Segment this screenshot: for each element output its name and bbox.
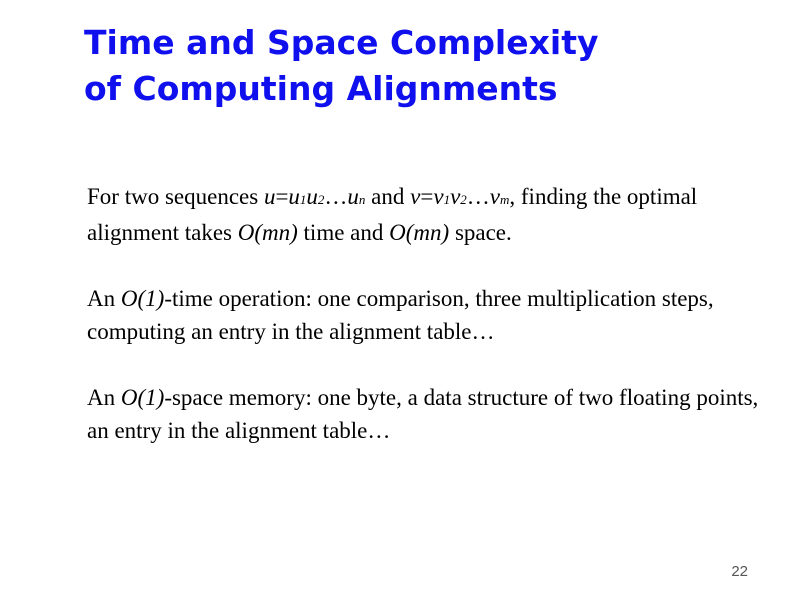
- title-line-1: Time and Space Complexity: [84, 23, 599, 62]
- text-run: An: [87, 385, 121, 410]
- var-vm: v: [489, 184, 500, 209]
- page-number: 22: [731, 563, 748, 580]
- text-run: time and: [297, 220, 390, 245]
- slide-body: [87, 180, 767, 447]
- big-o-1: O(1): [120, 385, 165, 410]
- ellipsis: …: [324, 184, 348, 209]
- var-v1: v: [433, 184, 444, 209]
- subscript-1: 1: [299, 192, 307, 207]
- equals-sign: =: [275, 184, 289, 209]
- var-un: u: [347, 184, 359, 209]
- paragraph-complexity: [87, 180, 767, 249]
- slide-title: [84, 20, 764, 112]
- paragraph-space-memory: [87, 381, 767, 447]
- title-line-2: of Computing Alignments: [84, 69, 558, 108]
- equals-sign: =: [420, 184, 434, 209]
- text-run: , finding the optimal alignment takes: [87, 184, 698, 245]
- subscript-2: 2: [317, 192, 325, 207]
- var-v2: v: [450, 184, 461, 209]
- text-run: -time operation: one comparison, three multiplication steps, computing an entry in the alignment table…: [87, 286, 714, 344]
- paragraph-time-operation: [87, 282, 767, 348]
- text-run: and: [365, 184, 411, 209]
- big-o-mn: O(mn): [389, 220, 450, 245]
- text-run: -space memory: one byte, a data structure of two floating points, an entry in the alignment table…: [87, 385, 759, 443]
- big-o-1: O(1): [120, 286, 165, 311]
- subscript-1: 1: [443, 192, 451, 207]
- text-run: space.: [449, 220, 512, 245]
- var-u2: u: [306, 184, 318, 209]
- subscript-n: n: [358, 192, 366, 207]
- ellipsis: …: [466, 184, 490, 209]
- var-v: v: [410, 184, 421, 209]
- text-run: An: [87, 286, 121, 311]
- var-u1: u: [288, 184, 300, 209]
- var-u: u: [263, 184, 276, 209]
- big-o-mn: O(mn): [237, 220, 298, 245]
- subscript-2: 2: [460, 192, 467, 207]
- text-run: For two sequences: [87, 184, 264, 209]
- subscript-m: m: [500, 192, 510, 207]
